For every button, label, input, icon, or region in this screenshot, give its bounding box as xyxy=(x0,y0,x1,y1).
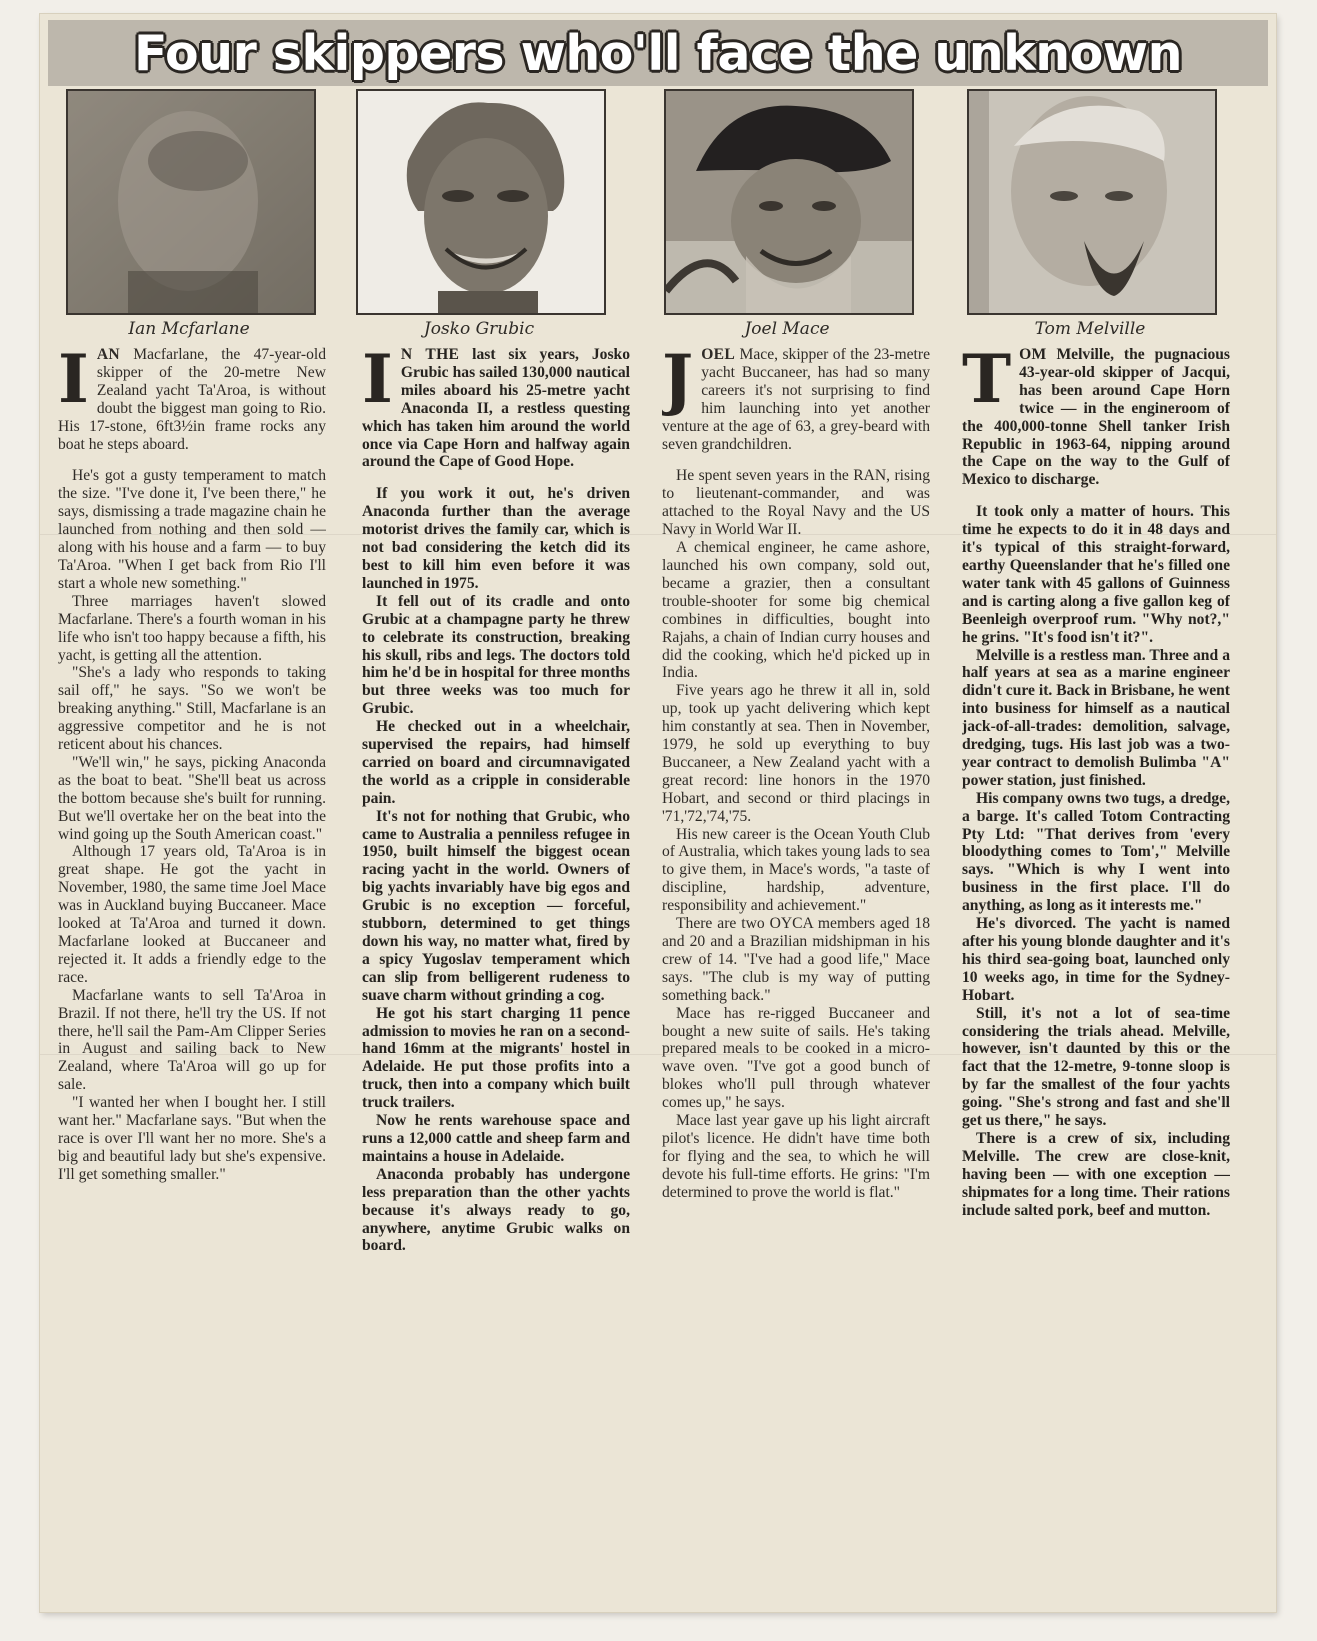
article-paragraph: There is a crew of six, including Melville. The crew are close-knit, having been — with one exception — shipmates for a long time. Their rations include salted pork, beef and mutton. xyxy=(962,1129,1230,1219)
article-paragraph: He got his start charging 11 pence admission to movies he ran on a second-hand 16mm at the migrants' hostel in Adelaide. He put those profits into a truck, then into a company which built truck trailers. xyxy=(362,1004,630,1112)
article-column-joel xyxy=(662,346,930,1608)
drop-cap: T xyxy=(962,346,1012,418)
article-paragraph: "I wanted her when I bought her. I still want her." Macfarlane says. "But when the race is over I'll want her no more. She's a big and beautiful lady but she's expensive. I'll get something smaller." xyxy=(58,1094,326,1183)
portrait-photo-icon-josko xyxy=(356,89,606,315)
article-paragraph: He's got a gusty temperament to match the size. "I've done it, I've been there," he says, dismissing a trade magazine chain he launched from nothing and then sold — along with his house and a farm — to buy Ta'Aroa. "When I get back from Rio I'll start a whole new something." xyxy=(58,467,326,592)
portrait-photo-icon-ian xyxy=(66,89,316,315)
article-paragraph: Mace has re-rigged Buccaneer and bought a new suite of sails. He's taking prepared meals to be cooked in a micro-wave oven. "I've got a good bunch of blokes who'll pull through whatever comes up," he says. xyxy=(662,1004,930,1112)
caption-josko: Josko Grubic xyxy=(423,319,535,339)
article-paragraph: Three marriages haven't slowed Macfarlane. There's a fourth woman in his life who isn't too happy because a fifth, his yacht, is getting all the attention. xyxy=(58,592,326,664)
article-lead xyxy=(662,346,930,453)
article-paragraph: It took only a matter of hours. This time he expects to do it in 48 days and it's typical of this straight-forward, earthy Queenslander that he's filled one water tank with 45 gallons of Guinness and is carting along a five gallon keg of Beenleigh overproof rum. "Why not?," he grins. "It's food isn't it?". xyxy=(962,503,1230,646)
article-paragraph: Melville is a restless man. Three and a half years at sea as a marine engineer didn't cure it. Back in Brisbane, he went into business for himself as a nautical jack-of-all-trades: demolition, salvage, dredging, tugs. His last job was a two-year contract to demolish Bulimba "A" power station, just finished. xyxy=(962,646,1230,789)
lead-word: OEL xyxy=(701,346,736,363)
article-paragraph: If you work it out, he's driven Anaconda further than the average motorist drives the family car, which is not bad considering the ketch did its best to kill him even before it was launched in 1975. xyxy=(362,485,630,592)
article-lead xyxy=(58,346,326,453)
lead-text: last six years, Josko Grubic has sailed 130,000 nautical miles aboard his 25-metre yacht Anaconda II, a restless questing which has taken him around the world once via Cape Horn and halfway again around the Cape of Good Hope. xyxy=(362,346,630,471)
lead-word: N THE xyxy=(400,346,460,363)
article-paragraph: His new career is the Ocean Youth Club of Australia, which takes young lads to sea to give them, in Mace's words, "a taste of discipline, hardship, adventure, responsibility and achievement." xyxy=(662,825,930,915)
article-paragraph: Still, it's not a lot of sea-time considering the trials ahead. Melville, however, isn't daunted by this or the fact that the 12-metre, 9-tonne sloop is by far the smallest of the four yachts going. "She's strong and fast and she'll get us there," he says. xyxy=(962,1004,1230,1130)
article-paragraph: He's divorced. The yacht is named after his young blonde daughter and it's his third sea-going boat, launched only 10 weeks ago, in time for the Sydney-Hobart. xyxy=(962,915,1230,1004)
caption-ian: Ian Mcfarlane xyxy=(128,319,250,339)
portrait-photo-icon-joel xyxy=(664,89,914,315)
article-paragraph: A chemical engineer, he came ashore, launched his own company, sold out, became a grazier, then a consultant trouble-shooter for some big chemical combines in difficulties, bought into Rajahs, a chain of Indian curry houses and did the cooking, which he'd picked up in India. xyxy=(662,539,930,682)
portrait-photo-icon-tom xyxy=(967,89,1217,315)
article-paragraph: Five years ago he threw it all in, sold up, took up yacht delivering which kept him constantly at sea. Then in November, 1979, he sold up everything to buy Buccaneer, a New Zealand yacht with a great record: line honors in the 1970 Hobart, and second or third placings in '71,'72,'74,'75. xyxy=(662,682,930,825)
article-paragraph: "She's a lady who responds to taking sail off," he says. "So we won't be breaking anything." Still, Macfarlane is an aggressive competitor and he is not reticent about his chances. xyxy=(58,664,326,754)
newspaper-clipping xyxy=(40,14,1276,1612)
article-column-tom xyxy=(962,346,1230,1608)
article-paragraph: Now he rents warehouse space and runs a 12,000 cattle and sheep farm and maintains a house in Adelaide. xyxy=(362,1112,630,1165)
article-paragraph: Mace last year gave up his light aircraft pilot's licence. He didn't have time both for flying and the sea, to which he will devote his full-time efforts. He grins: "I'm determined to prove the world is flat." xyxy=(662,1112,930,1201)
article-column-ian xyxy=(58,346,326,1608)
lead-text: Macfarlane, the 47-year-old skipper of the 20-metre New Zealand yacht Ta'Aroa, is without doubt the biggest man going to Rio. His 17-stone, 6ft3½in frame rocks any boat he steps aboard. xyxy=(58,346,326,453)
article-column-josko xyxy=(362,346,630,1608)
caption-tom: Tom Melville xyxy=(1034,319,1146,339)
drop-cap: I xyxy=(362,346,393,418)
article-paragraph: Although 17 years old, Ta'Aroa is in great shape. He got the yacht in November, 1980, the same time Joel Mace was in Auckland buying Buccaneer. Mace looked at Ta'Aroa and turned it down. Macfarlane looked at Buccaneer and rejected it. It adds a friendly edge to the race. xyxy=(58,843,326,986)
article-paragraph: Anaconda probably has undergone less preparation than the other yachts because it's always ready to go, anywhere, anytime Grubic walks on board. xyxy=(362,1165,630,1255)
lead-word: AN xyxy=(96,346,120,363)
article-paragraph: Macfarlane wants to sell Ta'Aroa in Brazil. If not there, he'll try the US. If not there, he'll sail the Pam-Am Clipper Series in August and sailing back to New Zealand, where Ta'Aroa will go up for sale. xyxy=(58,986,326,1094)
lead-word: OM xyxy=(1019,346,1047,363)
article-paragraph: His company owns two tugs, a dredge, a barge. It's called Totom Contracting Pty Ltd: "That derives from 'every bloodything comes to Tom'," Melville says. "Which is why I went into business in the first place. I'll do anything, as long as it interests me." xyxy=(962,789,1230,915)
article-lead xyxy=(962,346,1230,489)
drop-cap: I xyxy=(58,346,89,418)
headline: Four skippers who'll face the unknown xyxy=(134,24,1182,82)
article-paragraph: There are two OYCA members aged 18 and 20 and a Brazilian midshipman in his crew of 14. "I've had a good life," Mace says. "The club is my way of putting something back." xyxy=(662,915,930,1004)
article-paragraph: He checked out in a wheelchair, supervised the repairs, had himself carried on board and circumnavigated the world as a cripple in considerable pain. xyxy=(362,718,630,807)
drop-cap: J xyxy=(662,346,694,418)
headline-banner xyxy=(48,20,1268,86)
lead-text: Mace, skipper of the 23-metre yacht Buccaneer, has had so many careers it's not surprising to find him launching into yet another venture at the age of 63, a grey-beard with seven grandchildren. xyxy=(662,346,930,453)
article-lead xyxy=(362,346,630,471)
article-paragraph: He spent seven years in the RAN, rising to lieutenant-commander, and was attached to the Royal Navy and the US Navy in World War II. xyxy=(662,467,930,539)
caption-joel: Joel Mace xyxy=(744,319,830,339)
lead-text: Melville, the pugnacious 43-year-old skipper of Jacqui, has been around Cape Horn twice — in the engineroom of the 400,000-tonne Shell tanker Irish Republic in 1963-64, nipping around the Cape on the way to the Gulf of Mexico to discharge. xyxy=(962,346,1230,489)
article-paragraph: It fell out of its cradle and onto Grubic at a champagne party he threw to celebrate its construction, breaking his skull, ribs and legs. The doctors told him he'd be in hospital for three months but three weeks was too much for Grubic. xyxy=(362,592,630,718)
article-paragraph: It's not for nothing that Grubic, who came to Australia a penniless refugee in 1950, built himself the biggest ocean racing yacht in the world. Owners of big yachts invariably have big egos and Grubic is no exception — forceful, stubborn, determined to get things down his way, no matter what, fired by a spicy Yugoslav temperament which can slip from belligerent rudeness to suave charm without grinding a cog. xyxy=(362,807,630,1004)
article-paragraph: "We'll win," he says, picking Anaconda as the boat to beat. "She'll beat us across the bottom because she's built for running. But we'll overtake her on the beat into the wind going up the South American coast." xyxy=(58,753,326,843)
